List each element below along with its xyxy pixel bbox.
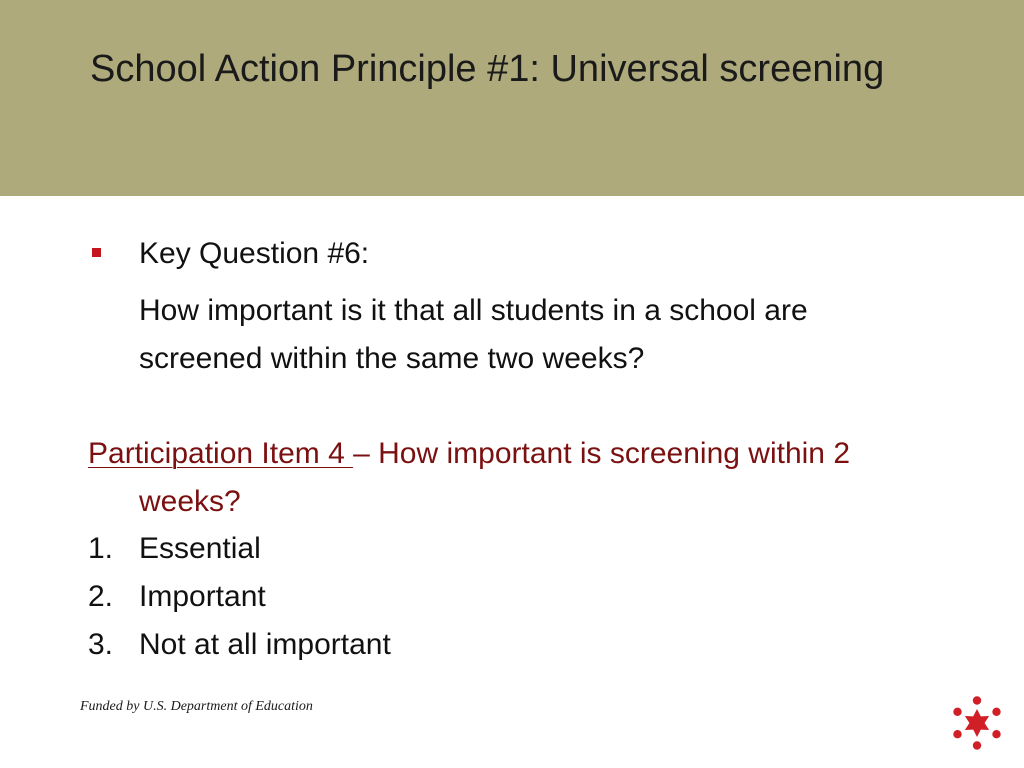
option-number: 2. xyxy=(88,580,114,613)
slide-title: School Action Principle #1: Universal screening xyxy=(90,48,885,90)
participation-line-1 xyxy=(88,437,850,470)
option-number: 3. xyxy=(88,628,114,661)
option-label: Important xyxy=(139,580,266,613)
answer-options-list xyxy=(88,525,391,669)
answer-option xyxy=(88,525,391,573)
red-star-burst-logo-icon xyxy=(950,696,1004,750)
participation-question-part2: weeks? xyxy=(139,485,241,518)
option-label: Not at all important xyxy=(139,628,391,661)
participation-question-part1: – How important is screening within 2 xyxy=(353,437,851,470)
option-label: Essential xyxy=(139,532,261,565)
footer-credit: Funded by U.S. Department of Education xyxy=(80,699,313,714)
option-number: 1. xyxy=(88,532,114,565)
title-band xyxy=(0,0,1024,196)
key-question-heading: Key Question #6: xyxy=(139,237,370,270)
answer-option xyxy=(88,573,391,621)
participation-item xyxy=(88,430,938,526)
participation-item-link[interactable]: Participation Item 4 xyxy=(88,437,354,470)
answer-option xyxy=(88,621,391,669)
bullet-square-icon xyxy=(92,248,101,257)
key-question-text: How important is it that all students in a school are screened within the same two weeks? xyxy=(139,294,808,375)
